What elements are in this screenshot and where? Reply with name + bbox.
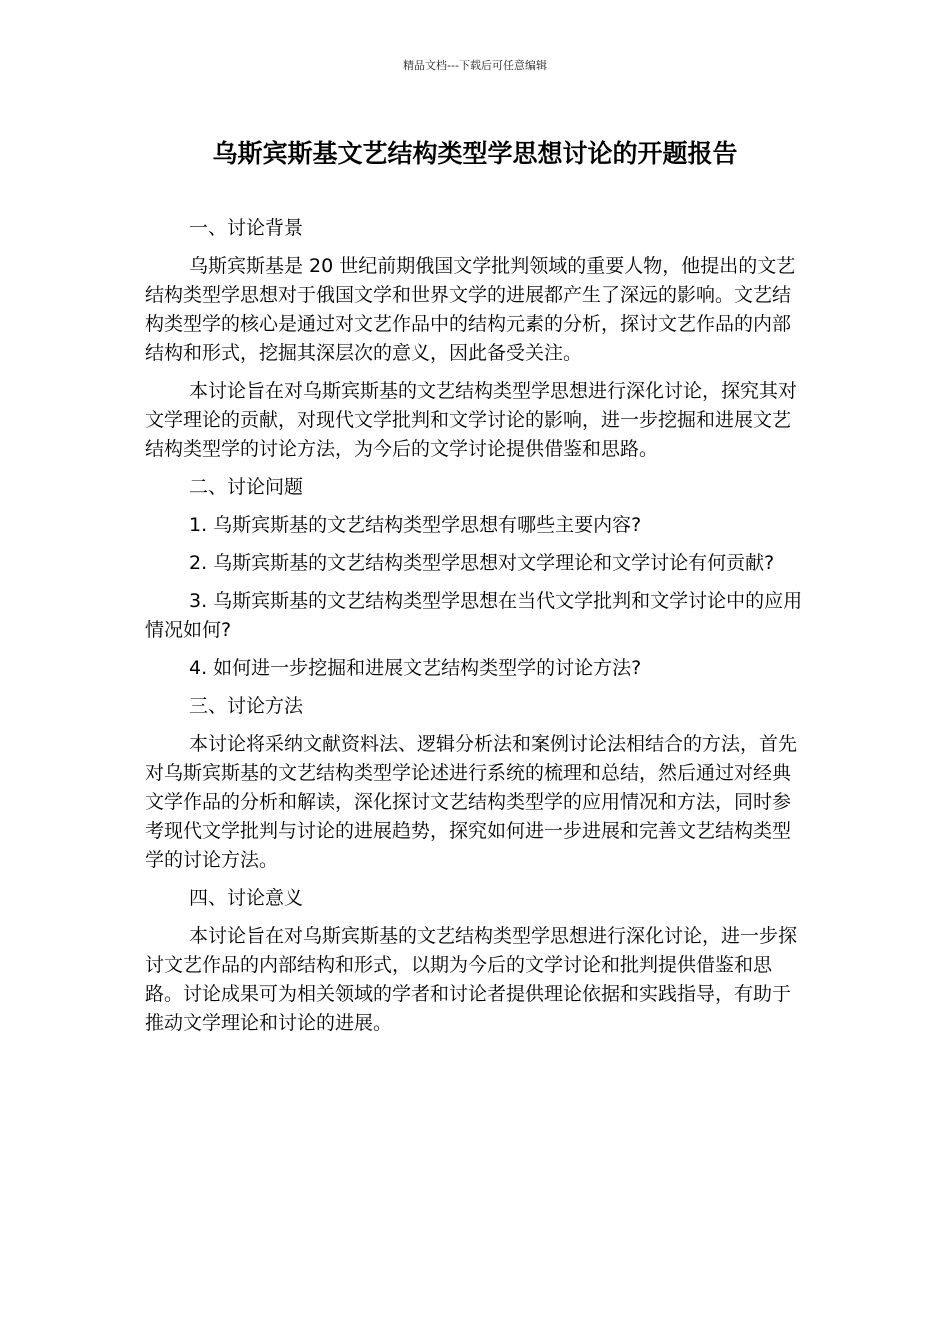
section-heading-background: 一、讨论背景 xyxy=(189,217,304,239)
document-title: 乌斯宾斯基文艺结构类型学思想讨论的开题报告 xyxy=(212,139,738,168)
question-item-4: 4. 如何进一步挖掘和进展文艺结构类型学的讨论方法? xyxy=(189,657,642,679)
paragraph-significance: 本讨论旨在对乌斯宾斯基的文艺结构类型学思想进行深化讨论，进一步探讨文艺作品的内部结构和形式，以期为今后的文学讨论和批判提供借鉴和思路。讨论成果可为相关领域的学者和讨论者提供理论依据和实践指导，有助于推动文学理论和讨论的进展。 xyxy=(145,925,798,1034)
paragraph-background-1: 乌斯宾斯基是 20 世纪前期俄国文学批判领域的重要人物，他提出的文艺结构类型学思想对于俄国文学和世界文学的进展都产生了深远的影响。文艺结构类型学的核心是通过对文艺作品中的结构元素的分析，探讨文艺作品的内部结构和形式，挖掘其深层次的意义，因此备受关注。 xyxy=(145,255,796,364)
question-item-2: 2. 乌斯宾斯基的文艺结构类型学思想对文学理论和文学讨论有何贡献? xyxy=(189,552,775,574)
section-heading-questions: 二、讨论问题 xyxy=(189,476,304,498)
header-note: 精品文档---下载后可任意编辑 xyxy=(403,59,547,72)
section-heading-significance: 四、讨论意义 xyxy=(189,887,304,909)
question-item-3: 3. 乌斯宾斯基的文艺结构类型学思想在当代文学批判和文学讨论中的应用情况如何? xyxy=(145,590,803,641)
section-heading-methods: 三、讨论方法 xyxy=(189,695,304,717)
paragraph-methods: 本讨论将采纳文献资料法、逻辑分析法和案例讨论法相结合的方法，首先对乌斯宾斯基的文艺结构类型学论述进行系统的梳理和总结，然后通过对经典文学作品的分析和解读，深化探讨文艺结构类型学的应用情况和方法，同时参考现代文学批判与讨论的进展趋势，探究如何进一步进展和完善文艺结构类型学的讨论方法。 xyxy=(145,733,798,871)
question-item-1: 1. 乌斯宾斯基的文艺结构类型学思想有哪些主要内容? xyxy=(189,514,642,536)
document-body xyxy=(145,214,805,1047)
paragraph-background-2: 本讨论旨在对乌斯宾斯基的文艺结构类型学思想进行深化讨论，探究其对文学理论的贡献，对现代文学批判和文学讨论的影响，进一步挖掘和进展文艺结构类型学的讨论方法，为今后的文学讨论提供借鉴和思路。 xyxy=(145,380,798,460)
